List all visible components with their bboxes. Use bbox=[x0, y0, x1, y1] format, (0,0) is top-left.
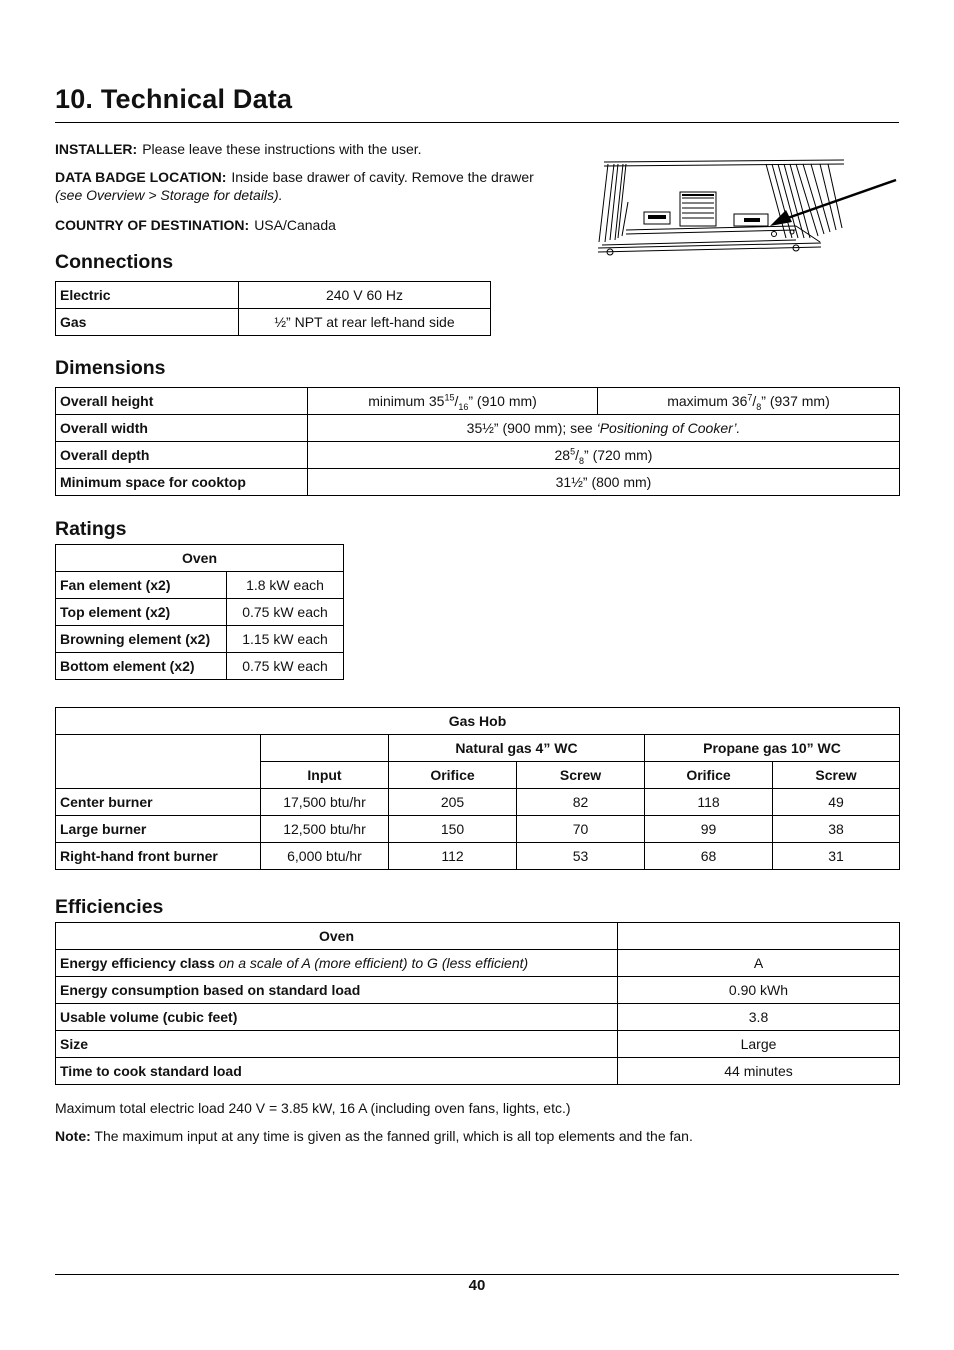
cooktop-value-cell: 31½” (800 mm) bbox=[308, 469, 900, 496]
gas-hob-label-cell: Right-hand front burner bbox=[56, 843, 261, 870]
height-min-num: 15 bbox=[444, 392, 455, 403]
data-badge-label: DATA BADGE LOCATION: bbox=[55, 169, 227, 185]
ratings-label-cell: Top element (x2) bbox=[56, 599, 227, 626]
gas-hob-header-cell: Gas Hob bbox=[56, 708, 900, 735]
table-row bbox=[56, 469, 900, 496]
table-row bbox=[56, 950, 900, 977]
height-max-den: 8 bbox=[756, 401, 762, 412]
data-badge-line bbox=[55, 168, 534, 204]
gas-hob-table bbox=[55, 707, 900, 870]
table-row bbox=[56, 1004, 900, 1031]
efficiencies-label-cell: Energy consumption based on standard load bbox=[56, 977, 618, 1004]
width-value-cell bbox=[308, 415, 900, 442]
connections-table bbox=[55, 281, 491, 336]
natural-gas-header: Natural gas 4” WC bbox=[389, 735, 645, 762]
gas-hob-value-cell: 38 bbox=[773, 816, 900, 843]
gas-hob-blank-cell bbox=[261, 735, 389, 762]
table-row bbox=[56, 572, 344, 599]
gas-hob-value-cell: 12,500 btu/hr bbox=[261, 816, 389, 843]
data-badge-text: Inside base drawer of cavity. Remove the drawer bbox=[231, 169, 534, 185]
table-row bbox=[56, 1031, 900, 1058]
efficiencies-value-cell: 44 minutes bbox=[618, 1058, 900, 1085]
height-min-suffix: ” (910 mm) bbox=[468, 393, 537, 409]
ratings-table bbox=[55, 544, 344, 680]
depth-den: 8 bbox=[579, 455, 585, 466]
gas-hob-value-cell: 49 bbox=[773, 789, 900, 816]
gas-hob-value-cell: 112 bbox=[389, 843, 517, 870]
max-load-text: Maximum total electric load 240 V = 3.85 kW, 16 A (including oven fans, lights, etc.) bbox=[55, 1100, 571, 1116]
footer-rule bbox=[55, 1274, 899, 1275]
gas-hob-col-header: Orifice bbox=[389, 762, 517, 789]
note-label: Note: bbox=[55, 1128, 91, 1144]
efficiencies-value-cell: 0.90 kWh bbox=[618, 977, 900, 1004]
installer-line bbox=[55, 140, 422, 158]
ratings-value-cell: 1.8 kW each bbox=[227, 572, 344, 599]
table-row bbox=[56, 789, 900, 816]
efficiencies-title: Efficiencies bbox=[55, 896, 164, 918]
installer-label: INSTALLER: bbox=[55, 141, 138, 157]
gas-hob-value-cell: 17,500 btu/hr bbox=[261, 789, 389, 816]
table-row bbox=[56, 415, 900, 442]
table-row bbox=[56, 708, 900, 735]
country-text: USA/Canada bbox=[254, 217, 336, 233]
depth-value-cell: $28^5/_8$” (720 mm) bbox=[308, 442, 900, 469]
dimensions-title: Dimensions bbox=[55, 357, 166, 379]
connections-title: Connections bbox=[55, 251, 174, 273]
page-title: 10. Technical Data bbox=[55, 84, 293, 114]
ratings-title: Ratings bbox=[55, 518, 127, 540]
country-label: COUNTRY OF DESTINATION: bbox=[55, 217, 250, 233]
data-badge-subtext: (see Overview > Storage for details). bbox=[55, 187, 283, 203]
depth-num: 5 bbox=[570, 446, 576, 457]
dimensions-table bbox=[55, 387, 900, 496]
gas-hob-value-cell: 53 bbox=[517, 843, 645, 870]
width-value-italic: ‘Positioning of Cooker’. bbox=[596, 420, 741, 436]
table-row bbox=[56, 735, 900, 762]
gas-hob-value-cell: 99 bbox=[645, 816, 773, 843]
title-rule bbox=[55, 122, 899, 123]
height-min-den: 16 bbox=[458, 401, 469, 412]
efficiency-class-scale: on a scale of A (more efficient) to G (less efficient) bbox=[218, 955, 529, 971]
ratings-header-cell: Oven bbox=[56, 545, 344, 572]
height-max-cell: maximum $36^7/_8$” (937 mm) bbox=[598, 388, 900, 415]
connections-label-cell: Gas bbox=[56, 309, 239, 336]
page-number: 40 bbox=[468, 1277, 486, 1294]
gas-hob-corner-cell bbox=[56, 735, 261, 789]
efficiencies-value-cell: Large bbox=[618, 1031, 900, 1058]
height-max-num: 7 bbox=[747, 392, 753, 403]
depth-prefix: 28 bbox=[554, 447, 571, 463]
gas-hob-value-cell: 118 bbox=[645, 789, 773, 816]
table-row bbox=[56, 388, 900, 415]
table-row bbox=[56, 282, 491, 309]
height-max-prefix: maximum 36 bbox=[667, 393, 748, 409]
dimensions-label-cell: Overall width bbox=[56, 415, 308, 442]
gas-hob-value-cell: 6,000 btu/hr bbox=[261, 843, 389, 870]
efficiencies-table bbox=[55, 922, 900, 1085]
note-line bbox=[55, 1128, 693, 1144]
connections-value-cell: 240 V 60 Hz bbox=[239, 282, 491, 309]
dimensions-label-cell: Minimum space for cooktop bbox=[56, 469, 308, 496]
gas-hob-col-header: Screw bbox=[517, 762, 645, 789]
height-max-suffix: ” (937 mm) bbox=[761, 393, 830, 409]
table-row bbox=[56, 626, 344, 653]
efficiencies-blank-cell bbox=[618, 923, 900, 950]
table-row bbox=[56, 1058, 900, 1085]
table-row bbox=[56, 843, 900, 870]
gas-hob-value-cell: 82 bbox=[517, 789, 645, 816]
connections-value-cell: ½” NPT at rear left-hand side bbox=[239, 309, 491, 336]
gas-hob-label-cell: Center burner bbox=[56, 789, 261, 816]
ratings-label-cell: Fan element (x2) bbox=[56, 572, 227, 599]
height-min-prefix: minimum 35 bbox=[368, 393, 445, 409]
table-row bbox=[56, 309, 491, 336]
data-badge-diagram bbox=[596, 158, 900, 260]
ratings-value-cell: 0.75 kW each bbox=[227, 599, 344, 626]
ratings-label-cell: Browning element (x2) bbox=[56, 626, 227, 653]
table-row bbox=[56, 599, 344, 626]
propane-gas-header: Propane gas 10” WC bbox=[645, 735, 900, 762]
depth-suffix: ” (720 mm) bbox=[584, 447, 653, 463]
country-line bbox=[55, 216, 336, 234]
ratings-label-cell: Bottom element (x2) bbox=[56, 653, 227, 680]
dimensions-label-cell: Overall depth bbox=[56, 442, 308, 469]
table-row bbox=[56, 442, 900, 469]
connections-label-cell: Electric bbox=[56, 282, 239, 309]
table-row bbox=[56, 923, 900, 950]
table-row bbox=[56, 653, 344, 680]
efficiencies-label-cell: Size bbox=[56, 1031, 618, 1058]
note-text: The maximum input at any time is given as the fanned grill, which is all top elements and the fan. bbox=[94, 1128, 693, 1144]
efficiencies-label-cell: Usable volume (cubic feet) bbox=[56, 1004, 618, 1031]
gas-hob-col-header: Screw bbox=[773, 762, 900, 789]
width-value: 35½” (900 mm); see bbox=[466, 420, 597, 436]
efficiencies-label-cell bbox=[56, 950, 618, 977]
gas-hob-label-cell: Large burner bbox=[56, 816, 261, 843]
efficiencies-label-cell: Time to cook standard load bbox=[56, 1058, 618, 1085]
gas-hob-value-cell: 205 bbox=[389, 789, 517, 816]
table-row bbox=[56, 816, 900, 843]
ratings-value-cell: 1.15 kW each bbox=[227, 626, 344, 653]
gas-hob-col-header: Input bbox=[261, 762, 389, 789]
efficiencies-value-cell: 3.8 bbox=[618, 1004, 900, 1031]
gas-hob-value-cell: 150 bbox=[389, 816, 517, 843]
gas-hob-value-cell: 31 bbox=[773, 843, 900, 870]
gas-hob-value-cell: 70 bbox=[517, 816, 645, 843]
installer-text: Please leave these instructions with the user. bbox=[142, 141, 422, 157]
table-row bbox=[56, 977, 900, 1004]
gas-hob-value-cell: 68 bbox=[645, 843, 773, 870]
efficiencies-value-cell: A bbox=[618, 950, 900, 977]
ratings-value-cell: 0.75 kW each bbox=[227, 653, 344, 680]
dimensions-label-cell: Overall height bbox=[56, 388, 308, 415]
efficiencies-header-cell: Oven bbox=[56, 923, 618, 950]
height-min-cell: minimum $35^{15}/_{16}$” (910 mm) bbox=[308, 388, 598, 415]
gas-hob-col-header: Orifice bbox=[645, 762, 773, 789]
efficiency-class-label: Energy efficiency class bbox=[60, 955, 215, 971]
table-row bbox=[56, 545, 344, 572]
